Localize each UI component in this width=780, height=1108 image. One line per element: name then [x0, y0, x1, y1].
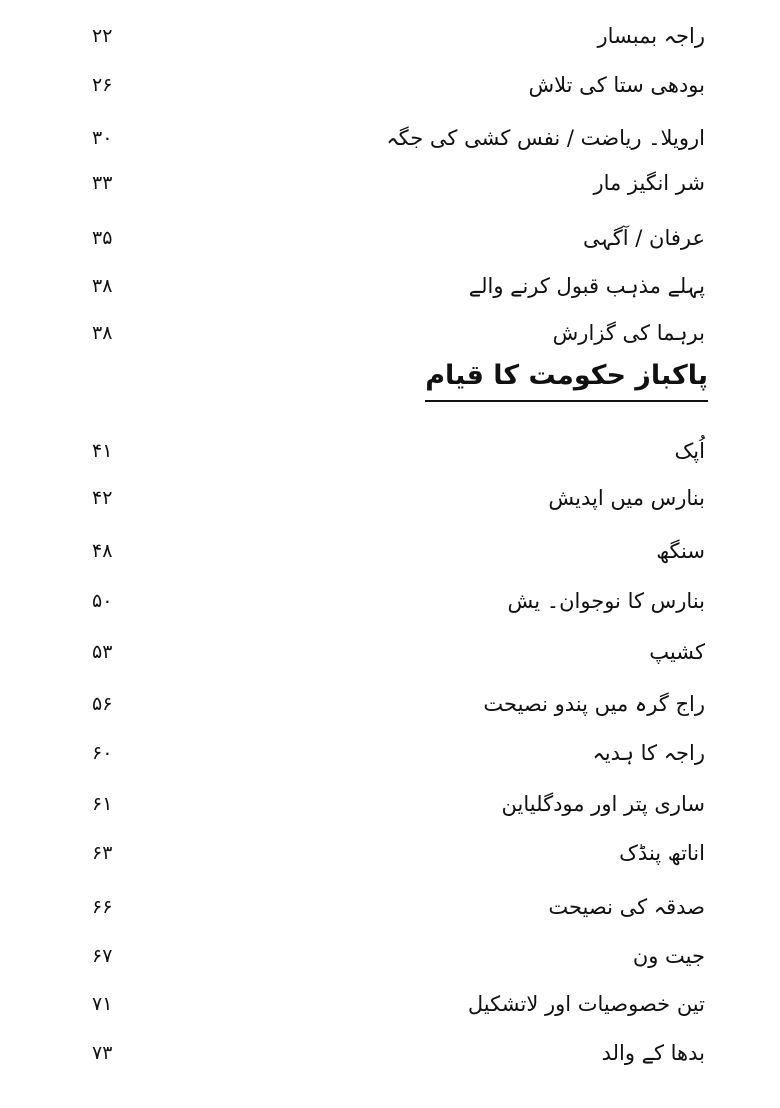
entry-page: ۳۳	[92, 172, 113, 194]
entry-title: بنارس کا نوجوان۔ یش	[507, 589, 705, 613]
entry-title: عرفان / آگہی	[582, 226, 705, 250]
toc-entry	[0, 887, 780, 927]
entry-page: ۲۶	[92, 74, 113, 96]
entry-page: ۳۸	[92, 275, 113, 297]
entry-page: ۶۳	[92, 842, 113, 864]
entry-title: اُپک	[674, 439, 705, 463]
entry-title: تین خصوصیات اور لاتشکیل	[467, 992, 705, 1016]
entry-title: سنگھ	[656, 539, 705, 563]
toc-entry	[0, 784, 780, 824]
toc-entry	[0, 936, 780, 976]
toc-entry	[0, 984, 780, 1024]
entry-title: برہما کی گزارش	[552, 321, 705, 345]
entry-page: ۴۱	[92, 440, 113, 462]
entry-page: ۴۲	[92, 487, 113, 509]
toc-entry	[0, 218, 780, 258]
entry-title: صدقہ کی نصیحت	[548, 895, 705, 919]
entry-page: ۳۰	[92, 127, 113, 149]
entry-title: بودھی ستا کی تلاش	[528, 73, 705, 97]
toc-entry	[0, 313, 780, 353]
entry-page: ۶۶	[92, 896, 113, 918]
entry-title: بدھا کے والد	[601, 1041, 705, 1065]
entry-page: ۳۵	[92, 227, 113, 249]
entry-title: کشیپ	[649, 640, 705, 664]
entry-title: پہلے مذہب قبول کرنے والے	[468, 274, 705, 298]
toc-entry	[0, 531, 780, 571]
entry-title: راج گرہ میں پندو نصیحت	[483, 692, 705, 716]
section-heading: پاکباز حکومت کا قیام	[425, 354, 708, 402]
entry-page: ۶۱	[92, 793, 113, 815]
toc-entry	[0, 431, 780, 471]
entry-page: ۶۰	[92, 742, 113, 764]
entry-title: جیت ون	[632, 944, 705, 968]
entry-page: ۶۷	[92, 945, 113, 967]
toc-entry	[0, 1033, 780, 1073]
toc-entry	[0, 833, 780, 873]
toc-entry	[0, 163, 780, 203]
entry-title: راجہ بمبسار	[597, 24, 705, 48]
entry-page: ۷۱	[92, 993, 113, 1015]
entry-page: ۲۲	[92, 25, 113, 47]
toc-entry	[0, 478, 780, 518]
entry-page: ۳۸	[92, 322, 113, 344]
toc-entry	[0, 581, 780, 621]
toc-entry	[0, 632, 780, 672]
entry-title: ساری پتر اور مودگلیاین	[501, 792, 705, 816]
entry-title: راجہ کا ہدیہ	[592, 741, 705, 765]
entry-title: بنارس میں اپدیش	[548, 486, 705, 510]
toc-entry	[0, 16, 780, 56]
entry-page: ۴۸	[92, 540, 113, 562]
entry-page: ۷۳	[92, 1042, 113, 1064]
toc-entry	[0, 65, 780, 105]
toc-entry	[0, 684, 780, 724]
toc-entry	[0, 266, 780, 306]
entry-page: ۵۰	[92, 590, 113, 612]
toc-entry	[0, 733, 780, 773]
entry-title: ارویلا۔ ریاضت / نفس کشی کی جگہ	[386, 126, 705, 150]
entry-page: ۵۳	[92, 641, 113, 663]
entry-page: ۵۶	[92, 693, 113, 715]
entry-title: اناتھ پنڈک	[619, 841, 705, 865]
entry-title: شر انگیز مار	[593, 171, 705, 195]
toc-entry	[0, 118, 780, 158]
